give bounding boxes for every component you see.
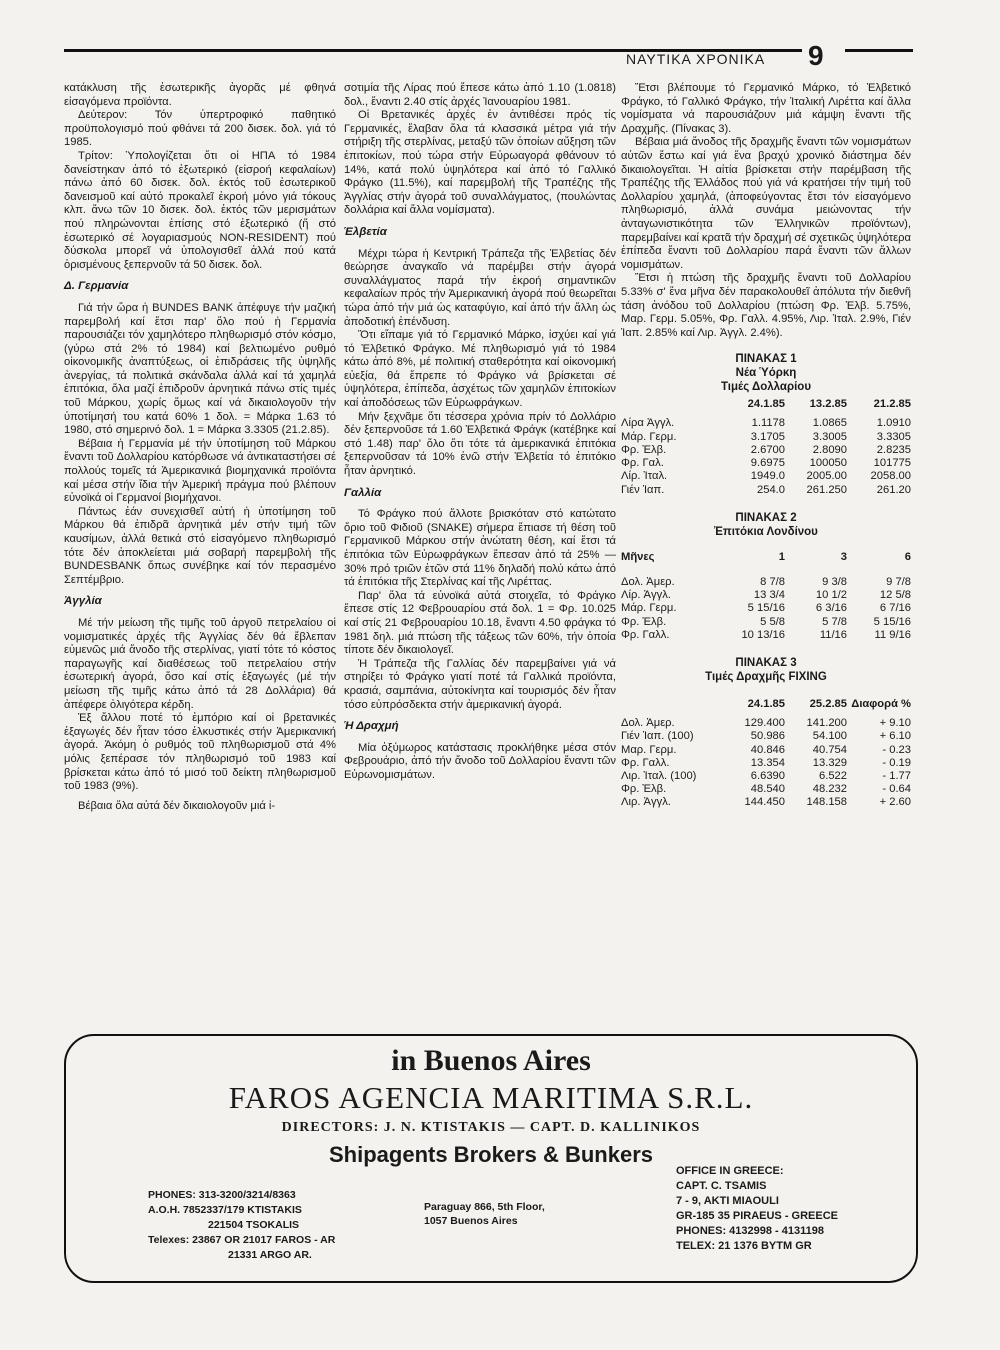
page-number: 9 <box>808 40 824 71</box>
table-cell: 10 1/2 <box>815 589 847 602</box>
table-cell: 1.0865 <box>812 417 847 430</box>
ad-company-name: FAROS AGENCIA MARITIMA S.R.L. <box>228 1080 754 1115</box>
table-header: 21.2.85 <box>873 398 911 411</box>
paragraph: Βέβαια ἡ Γερμανία μέ τήν ὑποτίμηση τοῦ Μάρκου ἔναντι τοῦ Δολλαρίου κατόρθωσε νά ἀντικαταστήσει σέ πολλούς τομεῖς τά Ἀμερικανικά βιομηχανικά προϊόντα καί μέσα στήν ἴδια τήν Ἀμερική πράγμα πού βλέπουν εὐνοϊκά οἱ Γερμανοί βιομήχανοι. <box>64 437 336 505</box>
section-heading-england: Ἀγγλία <box>64 595 102 608</box>
table-cell: 11/16 <box>819 628 847 641</box>
paragraph: Ἐξ ἄλλου ποτέ τό ἐμπόριο καί οἱ βρετανικές ἐξαγωγές δέν ἦταν τόσο ἑλκυστικές στήν Ἀμερικανική ἀγορά. Ἀκόμη ὁ ρυθμός τοῦ πληθωρισμοῦ στά 4% μόλις ξεπέρασε τόν πληθωρισμό τοῦ 1983 καί βρίσκεται κάτω ἀπό τό μισό τοῦ δείκτη πληθωρισμοῦ τοῦ 1983 (9%). <box>64 712 336 793</box>
table-cell: 48.232 <box>812 783 847 796</box>
table-cell: 2.6700 <box>750 443 785 456</box>
table-cell: Φρ. Ἑλβ. <box>621 443 667 456</box>
table-header: 24.1.85 <box>747 398 785 411</box>
table-caption: ΠΙΝΑΚΑΣ 2 <box>735 511 797 524</box>
table-3-grid <box>621 688 911 810</box>
table-cell: Λίρα Ἀγγλ. <box>621 417 675 430</box>
table-header: 24.1.85 <box>747 697 785 710</box>
table-row <box>621 616 911 629</box>
paragraph: Οἱ Βρετανικές ἀρχές ἐν ἀντιθέσει πρός τίς Γερμανικές, ἔλαβαν ὅλα τά κλασσικά μέτρα γιά τήν στήριξη τῆς στερλίνας, μεταξύ τῶν ὁποίων αὔξηση τῶν ἐπιτοκίων, πού τώρα στήν Εὐρωαγορά φθάνουν τό 14%, κατά πολύ ὑψηλότερα καί ἀπό τό Γαλλικό Φράγκο (11.5%), καί παρεμβολή τῆς Τραπέζης τῆς Ἀγγλίας στήν ἀγορά τοῦ συναλλάγματος, (πουλώντας δολλάρια καί ἄλλα νομίσματα). <box>344 109 616 217</box>
ad-services: Shipagents Brokers & Bunkers <box>329 1142 653 1167</box>
paragraph: Ὅτι εἴπαμε γιά τό Γερμανικό Μάρκο, ἰσχύει καί γιά τό Ἑλβετικό Φράγκο. Μέ πληθωρισμό γιά τό 1984 κάτω ἀπό 8%, μέ πολιτική σταθερότητα καί οἰκονομική εὐεξία, θά ἔπρεπε τό Φράγκο νά βρίσκεται σέ ὑψηλότερα, ἐπίπεδα, ἀσχέτως τῶν χαμηλῶν ἐπιτοκίων καί ἀποδόσεως τῶν Εὐρωφράγκων. <box>344 329 616 410</box>
table-cell: 9 7/8 <box>886 575 911 588</box>
table-cell: 54.100 <box>812 730 847 743</box>
table-cell: 10 13/16 <box>741 628 785 641</box>
table-row <box>621 602 911 615</box>
table-cell: Φρ. Γαλλ. <box>621 628 670 641</box>
table-cell: Δολ. Ἀμερ. <box>621 575 675 588</box>
table-caption: Νέα Ὑόρκη <box>735 367 797 380</box>
table-cell: 9.6975 <box>750 457 785 470</box>
advertisement-box <box>64 1034 918 1283</box>
table-cell: 8 7/8 <box>760 575 785 588</box>
ad-address: Paraguay 866, 5th Floor, <box>424 1201 545 1213</box>
paragraph: Παρ' ὅλα τά εὐνοϊκά αὐτά στοιχεῖα, τό Φράγκο ἔπεσε στίς 12 Φεβρουαρίου στά δολ. 1 = Φρ. 10.025 καί στίς 21 Φεβρουαρίου 10.18, ἔναντι 4.50 φράγκα τό 1981 δηλ. μιά πτώση τῆς τάξεως τῶν 60%, τήν ὁποία τίποτε δέν δικαιολογεῖ. <box>344 589 616 657</box>
ad-office-phones: PHONES: 4132998 - 4131198 <box>676 1225 824 1237</box>
ad-office-street: 7 - 9, AKTI MIAOULI <box>676 1195 779 1207</box>
table-header: Μῆνες <box>621 550 655 563</box>
ad-office-telex: TELEX: 21 1376 BYTM GR <box>676 1240 812 1252</box>
column-3 <box>621 82 911 810</box>
table-row <box>621 717 911 730</box>
table-cell: - 0.19 <box>882 756 911 769</box>
table-3 <box>621 656 911 810</box>
table-cell: 1.1178 <box>751 417 785 430</box>
table-header <box>621 698 721 711</box>
table-row <box>621 744 911 757</box>
column-1 <box>64 82 336 813</box>
table-cell: - 0.23 <box>882 743 911 756</box>
table-cell: 6 3/16 <box>815 602 847 615</box>
table-cell: 144.450 <box>744 796 785 809</box>
paragraph: Μία ὀξύμωρος κατάστασις προκλήθηκε μέσα στόν Φεβρουάριο, ἀπό τήν ἄνοδο τοῦ Δολλαρίου ἔναντι τῶν Εὐρωνομισμάτων. <box>344 741 616 781</box>
table-row <box>621 444 911 457</box>
ad-aoh-2: 221504 TSOKALIS <box>208 1219 300 1231</box>
table-header: 3 <box>840 550 847 563</box>
ad-location: in Buenos Aires <box>391 1044 591 1077</box>
paragraph: Ἔτσι ἡ πτώση τῆς δραχμῆς ἔναντι τοῦ Δολλαρίου 5.33% σ' ἕνα μῆνα δέν παρακολουθεῖ ἀπόλυτα τήν διεθνῆ τάση ἀνόδου τοῦ Δολλαρίου (πτώση Φρ. Ἑλβ. 5.75%, Μαρ. Γερμ. 5.05%, Φρ. Γαλλ. 4.95%, Λιρ. Ἰταλ. 2.9%, Γιέν Ἰαπ. 2.85% καί Λιρ. Ἀγγλ. 2.4%). <box>621 272 911 339</box>
table-cell: 3.3305 <box>876 430 911 443</box>
table-cell: 5 7/8 <box>822 615 847 628</box>
table-cell: 129.400 <box>744 717 785 730</box>
section-heading-france: Γαλλία <box>344 486 382 499</box>
paragraph: Μέ τήν μείωση τῆς τιμῆς τοῦ ἀργοῦ πετρελαίου οἱ νομισματικές ἀρχές τῆς Ἀγγλίας δέν θά ἔβλεπαν εὐμενῶς μιά ἄνοδο τῆς στερλίνας, γιατί τότε τό κόστος παραγωγῆς καί διαθέσεως τοῦ πετρελαίου στήν ἐσωτερική ἀγορά, ὅσο καί στίς ἐξαγωγές (μέ τήν μείωση τῆς τιμῆς κάτω ἀπό τά 28 Δολλάρια) θά ἀπέφερε ὀλιγότερα κέρδη. <box>64 616 336 711</box>
table-cell: 40.846 <box>750 743 785 756</box>
table-cell: Λιρ. Ἰταλ. (100) <box>621 769 697 782</box>
header-rule-right <box>845 49 913 52</box>
magazine-title: ΝΑΥΤΙΚΑ ΧΡΟΝΙΚΑ <box>626 51 766 67</box>
paragraph: Ἔτσι βλέπουμε τό Γερμανικό Μάρκο, τό Ἑλβετικό Φράγκο, τό Γαλλικό Φράγκο, τήν Ἰταλική Λιρέττα καί ἄλλα νομίσματα νά παρουσιάζουν μιά κάμψη ἔναντι τῆς Δραχμῆς. (Πίνακας 3). <box>621 82 911 135</box>
table-row <box>621 796 911 809</box>
ad-telexes: Telexes: 23867 OR 21017 FAROS - AR <box>148 1234 336 1246</box>
table-cell: + 9.10 <box>879 717 911 730</box>
ad-phones: PHONES: 313-3200/3214/8363 <box>148 1189 296 1201</box>
table-caption: Ἐπιτόκια Λονδίνου <box>714 525 818 538</box>
ad-address-2: 1057 Buenos Aires <box>424 1215 518 1227</box>
table-cell: 254.0 <box>757 483 785 496</box>
paragraph: Τό Φράγκο πού ἄλλοτε βρισκόταν στό κατώτατο ὅριο τοῦ Φιδιοῦ (SNAKE) σήμερα ἔπιασε τή θέση τοῦ Γερμανικοῦ Μάρκου στήν ἀνώτατη θέση, καί ἔτσι τά ἐπιτόκια τῶν Εὐρωφράγκων ἔπεσαν ἀπό τά 25% — 30% πρό τριῶν ἐτῶν στά 11% δηλαδή πολύ κάτω ἀπό τά ἐπιτόκια τῆς Στερλίνας καί τῆς Λιρέττας. <box>344 508 616 589</box>
column-2 <box>344 82 616 783</box>
table-caption: ΠΙΝΑΚΑΣ 1 <box>735 353 797 366</box>
paragraph: Βέβαια ὅλα αὐτά δέν δικαιολογοῦν μιά ἰ- <box>78 799 276 812</box>
table-cell: Λίρ. Ἰταλ. <box>621 470 668 483</box>
table-cell: + 2.60 <box>879 796 911 809</box>
table-cell: 6 7/16 <box>879 602 911 615</box>
table-cell: Φρ. Ἑλβ. <box>621 615 667 628</box>
table-row <box>621 629 911 642</box>
table-header <box>621 398 721 411</box>
table-caption: ΠΙΝΑΚΑΣ 3 <box>735 656 797 669</box>
table-cell: 12 5/8 <box>879 589 911 602</box>
table-cell: 5 15/16 <box>873 615 911 628</box>
table-row <box>621 589 911 602</box>
table-header: 6 <box>904 550 911 563</box>
table-caption: Τιμές Δραχμῆς FIXING <box>705 670 827 683</box>
table-cell: 100050 <box>809 457 847 470</box>
table-cell: Μαρ. Γερμ. <box>621 743 677 756</box>
table-cell: Λίρ. Ἀγγλ. <box>621 589 671 602</box>
ad-address-block <box>424 1200 545 1228</box>
paragraph: Δεύτερον: Τόν ὑπερτροφικό παθητικό προϋπολογισμό πού φθάνει τά 200 δισεκ. δολ. γιά τό 1985. <box>64 109 336 149</box>
table-header: 1 <box>778 550 785 563</box>
table-cell: + 6.10 <box>879 730 911 743</box>
table-cell: 6.522 <box>819 769 847 782</box>
table-cell: Γιέν Ἰαπ. <box>621 483 665 496</box>
table-cell: 101775 <box>873 457 911 470</box>
section-heading-germany: Δ. Γερμανία <box>64 280 129 293</box>
table-row <box>621 757 911 770</box>
ad-phones-block <box>148 1188 335 1263</box>
ad-directors: DIRECTORS: J. N. KTISTAKIS — CAPT. D. KALLINIKOS <box>281 1120 701 1135</box>
table-1 <box>621 352 911 496</box>
table-cell: 148.158 <box>806 796 847 809</box>
table-cell: 2005.00 <box>806 470 847 483</box>
paragraph: Βέβαια μιά ἄνοδος τῆς δραχμῆς ἔναντι τῶν νομισμάτων αὐτῶν ἔστω καί γιά ἕνα βραχύ χρονικό διάστημα δέν δικαιολογεῖται. Ἡ αἰτία βρίσκεται στήν παρέμβαση τῆς Τραπέζης τῆς Ἑλλάδος πού γιά νά κρατήσει τήν τιμή τοῦ Δολλαρίου χαμηλά, (ἀποφεύγοντας ἔτσι τόν εἰσαγόμενο πληθωρισμό, ἀλλά συνάμα μειώνοντας τήν ἀνταγωνιστικότητα τῶν Ἑλληνικῶν προϊόντων), παρεμβαίνει καί κρατᾶ τήν δραχμή σέ σχετικῶς ὑψηλότερα ἐπίπεδα ἔναντι τοῦ Δολλαρίου παρά ἔναντι τῶν ἄλλων νομισμάτων. <box>621 136 911 271</box>
table-cell: 50.986 <box>750 730 785 743</box>
table-cell: 1.0910 <box>876 417 911 430</box>
ad-telexes-2: 21331 ARGO AR. <box>228 1249 312 1261</box>
table-cell: 261.20 <box>876 483 911 496</box>
table-row <box>621 431 911 444</box>
table-cell: Φρ. Ἑλβ. <box>621 783 667 796</box>
table-cell: 261.250 <box>806 483 847 496</box>
ad-office-heading: OFFICE IN GREECE: <box>676 1165 784 1177</box>
section-heading-drachma: Ἡ Δραχμή <box>344 720 399 733</box>
table-cell: 13.329 <box>812 756 847 769</box>
ad-office-contact: CAPT. C. TSAMIS <box>676 1180 767 1192</box>
paragraph: Τρίτον: Ὑπολογίζεται ὅτι οἱ ΗΠΑ τό 1984 δανείστηκαν ἀπό τό ἐξωτερικό (εἰσροή κεφαλαίων) πάνω ἀπό 60 δισεκ. δολ. ἐκτός τοῦ ἐσωτερικοῦ δανεισμοῦ καί αὐτό προκαλεῖ ἐκροή μόνο γιά τόκους κλπ. ἄνω τῶν 10 δισεκ. δολ. ἐκτός τῶν μερισμάτων πού πληρώνονται ἐπίσης στό ἐξωτερικό (ἤ στό ἐσωτερικό σέ λογαριασμούς NON-RESIDENT) πού δύσκολα μπορεῖ νά ὑπολογισθεῖ ἀλλά πού κατά ὁρισμένους ξεπερνοῦν τά 50 δισεκ. δολ. <box>64 149 336 271</box>
table-cell: Λιρ. Ἀγγλ. <box>621 796 671 809</box>
table-2 <box>621 511 911 642</box>
paragraph: Πάντως ἐάν συνεχισθεῖ αὐτή ἡ ὑποτίμηση τοῦ Μάρκου θά ἐπιδρᾶ ἀρνητικά μέν στήν τιμή τῶν καυσίμων, ἀλλά θετικά στό εἰσαγόμενο πληθωρισμό τότε δέν ἀποκλείεται μιά σοβαρή παρεμβολή τῆς BUNDESBANK ὅπως συνέβηκε καί τόν περασμένο Σεπτέμβριο. <box>64 505 336 586</box>
table-row <box>621 457 911 470</box>
paragraph: Γιά τήν ὥρα ἡ BUNDES BANK ἀπέφυγε τήν μαζική παρεμβολή καί ἔτσι παρ' ὅλο πού ἡ Γερμανία παρουσιάζει τόν χαμηλότερο πληθωρισμό στόν κόσμο, (γύρω στά 2% τό 1984) καί βελτιωμένο ρυθμό οἰκονομικῆς ἀναπτύξεως, οἱ ἐπιδράσεις τῆς ὑψηλῆς ἀνεργίας, τά πολιτικά σκάνδαλα ἀλλά καί τά χαμηλά ἐπιτόκια, ὅλα μαζί ἐπιδροῦν ἀρνητικά πάνω στίς τιμές τοῦ Μάρκου, χωρίς ὅμως καί νά δικαιολογοῦν τήν ὑποτίμησή του κατά 60% 1 δολ. = Μάρκα 1.63 τό 1980, στό σημερινό δολ. 1 = Μάρκα 3.3305 (21.2.85). <box>64 301 336 437</box>
table-cell: 2.8235 <box>876 443 911 456</box>
table-cell: 141.200 <box>806 717 847 730</box>
table-row <box>621 730 911 743</box>
paragraph: Μήν ξεχνᾶμε ὅτι τέσσερα χρόνια πρίν τό Δολλάριο δέν ξεπερνοῦσε τά 1.60 Ἑλβετικά Φράγκ (κατέβηκε καί στό 1.48) παρ' ὅλο ὅτι τότε τά ἀμερικανικά ἐπιτόκια ξεπερνοῦσαν τά 10% ἐνῶ στήν Ἑλβετία τό ἐπιτόκιο ἦταν ἀρνητικό. <box>344 410 616 478</box>
paragraph: Ἡ Τράπεζα τῆς Γαλλίας δέν παρεμβαίνει γιά νά στηρίξει τό Φράγκο γιατί ποτέ τά Γαλλικά προϊόντα, κρασιά, σαμπάνια, αὐτοκίνητα καί τουρισμός δέν ἦταν τόσο εὐπρόσδεκτα στήν ἀμερικανική ἀγορά. <box>344 657 616 711</box>
table-row <box>621 484 911 497</box>
table-row <box>621 470 911 483</box>
table-header: 13.2.85 <box>809 398 847 411</box>
table-cell: 5 15/16 <box>747 602 785 615</box>
ad-aoh: A.O.H. 7852337/179 KTISTAKIS <box>148 1204 302 1216</box>
table-row <box>621 417 911 430</box>
table-cell: Γιέν Ἰαπ. (100) <box>621 730 694 743</box>
table-cell: Μάρ. Γερμ. <box>621 430 677 443</box>
table-header: 25.2.85 <box>809 697 847 710</box>
paragraph: σοτιμία τῆς Λίρας πού ἔπεσε κάτω ἀπό 1.10 (1.0818) δολ., ἔναντι 2.40 στίς ἀρχές Ἰανουαρίου 1981. <box>344 82 616 108</box>
table-cell: Φρ. Γαλλ. <box>621 756 670 769</box>
table-cell: 3.3005 <box>812 430 847 443</box>
table-cell: 48.540 <box>750 783 785 796</box>
table-header: Διαφορά % <box>851 697 911 710</box>
table-cell: 9 3/8 <box>822 575 847 588</box>
table-cell: Μάρ. Γερμ. <box>621 602 677 615</box>
table-cell: 6.6390 <box>750 769 785 782</box>
paragraph: Μέχρι τώρα ἡ Κεντρική Τράπεζα τῆς Ἑλβετίας δέν θεώρησε ἀναγκαῖο νά παρέμβει στήν ἀγορά συναλλάγματος παρά τήν ἐκροή σημαντικῶν κεφαλαίων πρός τήν Ἀμερικανική ἀγορά πού θεωρεῖται τώρα ἀπό τήν μιά ὡς καταφύγιο, καί ἀπό τήν ἄλλη ὡς ἀποδοτική ἐπένδυση. <box>344 247 616 328</box>
paragraph: κατάκλυση τῆς ἐσωτερικῆς ἀγορᾶς μέ φθηνά εἰσαγόμενα προϊόντα. <box>64 82 336 108</box>
table-cell: 13.354 <box>750 756 785 769</box>
table-cell: 3.1705 <box>750 430 785 443</box>
table-cell: Δολ. Ἀμερ. <box>621 717 675 730</box>
table-row <box>621 576 911 589</box>
table-cell: 5 5/8 <box>760 615 785 628</box>
table-caption: Τιμές Δολλαρίου <box>720 381 812 394</box>
table-cell: Φρ. Γαλ. <box>621 457 664 470</box>
table-2-grid <box>621 543 911 642</box>
table-cell: 11 9/16 <box>874 628 911 641</box>
table-cell: 13 3/4 <box>753 589 785 602</box>
table-row <box>621 770 911 783</box>
table-1-grid <box>621 398 911 496</box>
table-cell: - 0.64 <box>882 783 911 796</box>
table-cell: 1949.0 <box>750 470 785 483</box>
ad-office-city: GR-185 35 PIRAEUS - GREECE <box>676 1210 838 1222</box>
section-heading-switzerland: Ἑλβετία <box>344 225 387 238</box>
ad-office-greece <box>676 1164 838 1254</box>
table-row <box>621 783 911 796</box>
table-cell: 2058.00 <box>870 470 911 483</box>
table-cell: 40.754 <box>812 743 847 756</box>
table-cell: 2.8090 <box>812 443 847 456</box>
table-cell: - 1.77 <box>882 769 911 782</box>
